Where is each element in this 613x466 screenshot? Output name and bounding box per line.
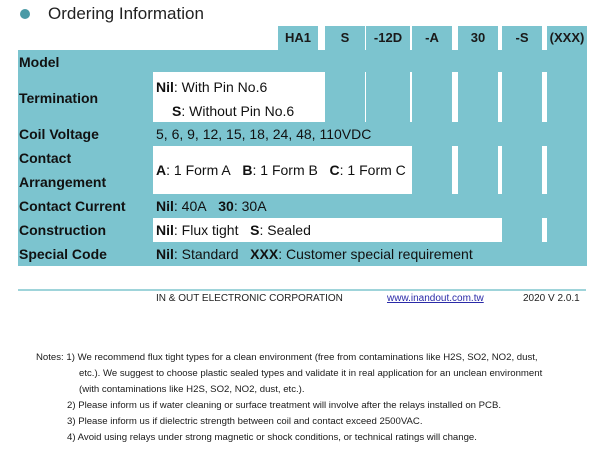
label-contact-current: Contact Current bbox=[19, 198, 126, 214]
coil-voltage-values: 5, 6, 9, 12, 15, 18, 24, 48, 110VDC bbox=[156, 126, 372, 142]
footer-divider bbox=[18, 289, 586, 291]
connector-bar bbox=[547, 50, 587, 266]
note-4: 4) Avoid using relays under strong magnetic or shock conditions, or technical ratings will change. bbox=[67, 432, 477, 443]
code-part-model: HA1 bbox=[278, 26, 318, 50]
note-1-line-1: Notes: 1) We recommend flux tight types for a clean environment (free from contaminations like H2S, SO2, NO2, dust, bbox=[36, 352, 538, 363]
website-link[interactable]: www.inandout.com.tw bbox=[387, 293, 484, 304]
contact-current-options: Nil: 40A 30: 30A bbox=[156, 198, 267, 214]
label-contact: Contact bbox=[19, 150, 72, 166]
row-band-model bbox=[18, 50, 586, 72]
code-part-termination: S bbox=[325, 26, 365, 50]
termination-option-s: S: Without Pin No.6 bbox=[172, 103, 295, 119]
label-model: Model bbox=[19, 54, 60, 70]
company-name: IN & OUT ELECTRONIC CORPORATION bbox=[156, 293, 343, 304]
code-part-coil-voltage: -12D bbox=[366, 26, 410, 50]
label-coil-voltage: Coil Voltage bbox=[19, 126, 99, 142]
code-part-current: 30 bbox=[458, 26, 498, 50]
label-construction: Construction bbox=[19, 222, 107, 238]
code-part-special: (XXX) bbox=[547, 26, 587, 50]
code-part-construction: -S bbox=[502, 26, 542, 50]
construction-options: Nil: Flux tight S: Sealed bbox=[156, 222, 311, 238]
note-2: 2) Please inform us if water cleaning or surface treatment will involve after the relays installed on PCB. bbox=[67, 400, 502, 411]
note-3: 3) Please inform us if dielectric strength between coil and contact exceed 2500VAC. bbox=[67, 416, 423, 427]
code-part-arrangement: -A bbox=[412, 26, 452, 50]
label-arrangement: Arrangement bbox=[19, 174, 107, 190]
version-label: 2020 V 2.0.1 bbox=[523, 293, 580, 304]
bullet-icon bbox=[20, 9, 30, 19]
note-1-line-2: etc.). We suggest to choose plastic sealed types and validate it in real application for an unclean environment bbox=[79, 368, 543, 379]
label-termination: Termination bbox=[19, 90, 99, 106]
label-special-code: Special Code bbox=[19, 246, 107, 262]
special-code-options: Nil: Standard XXX: Customer special requirement bbox=[156, 246, 473, 262]
arrangement-options: A: 1 Form A B: 1 Form B C: 1 Form C bbox=[156, 162, 406, 178]
section-title: Ordering Information bbox=[48, 4, 204, 23]
note-1-line-3: (with contaminations like H2S, SO2, NO2, dust, etc.). bbox=[79, 384, 305, 395]
termination-option-nil: Nil: With Pin No.6 bbox=[156, 79, 268, 95]
